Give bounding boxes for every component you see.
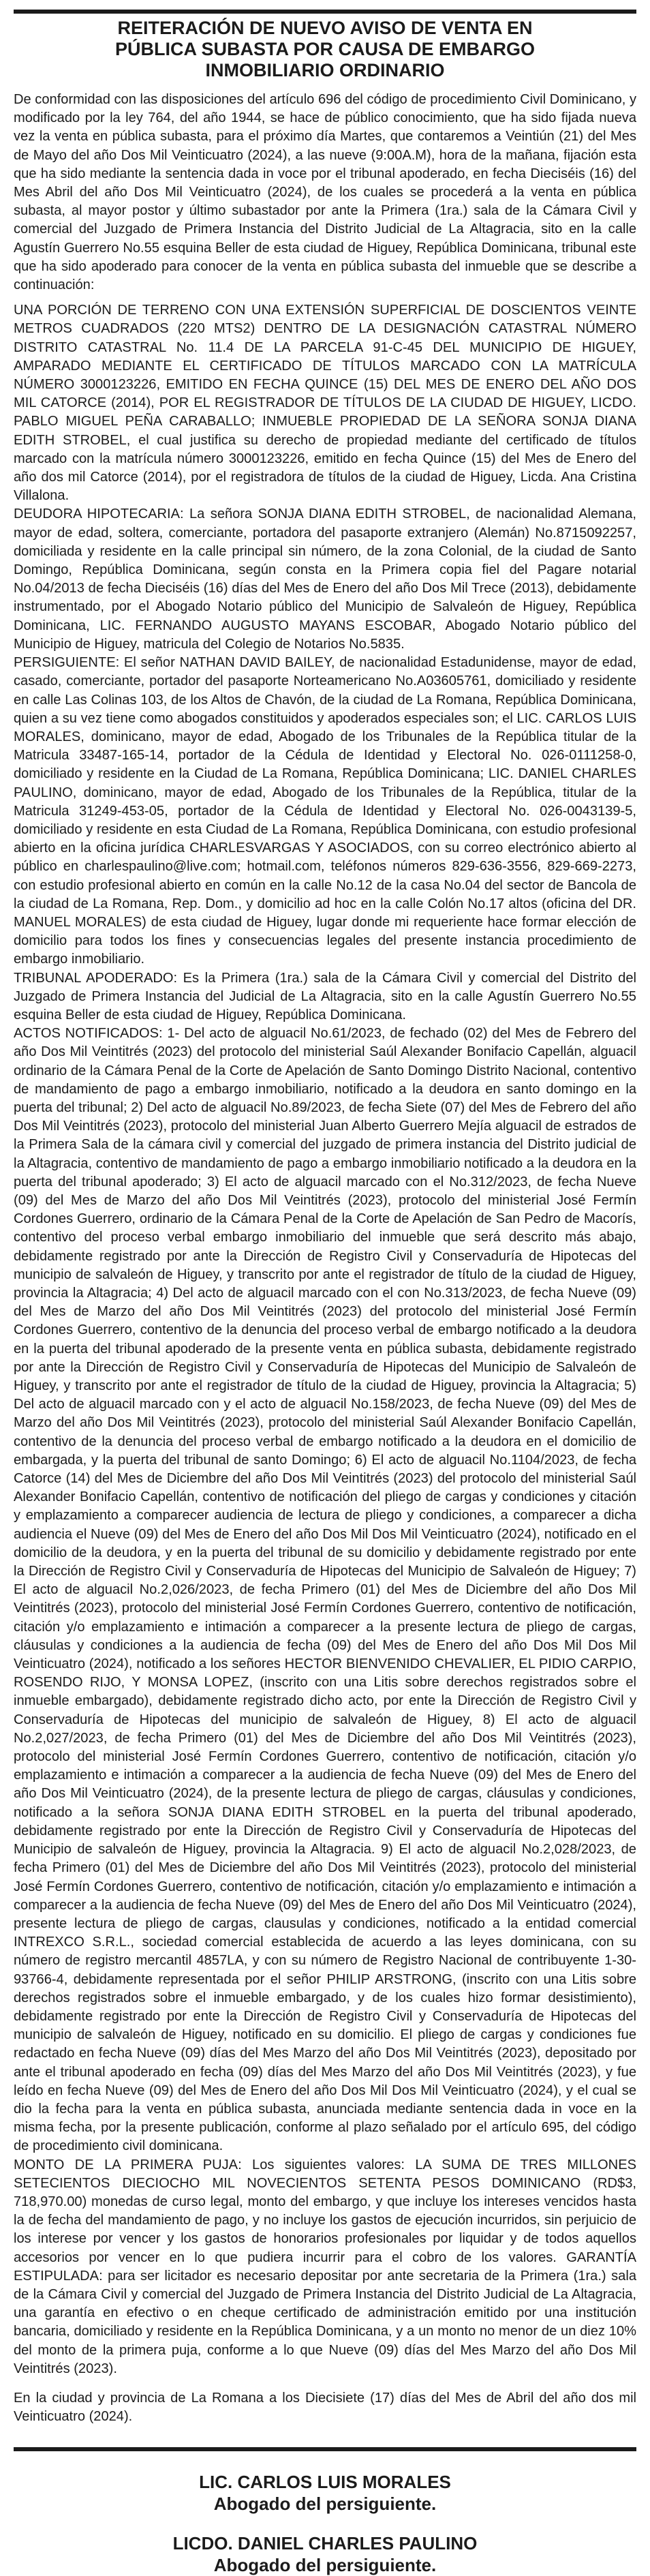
- signature-role: Abogado del persiguiente.: [213, 2555, 437, 2576]
- signature-daniel-charles-paulino: [14, 2532, 636, 2576]
- signature-name: LIC. CARLOS LUIS MORALES: [199, 2472, 451, 2493]
- signature-block: [14, 2471, 636, 2576]
- pursuer-paragraph: PERSIGUIENTE: El señor NATHAN DAVID BAILEY, de nacionalidad Estadunidense, mayor de edad, casado, comerciante, portador del pasaporte Norteamericano No.A03605761, domiciliado y residente en calle Las Colinas 103, de los Altos de Chavón, de la ciudad de La Romana, República Dominicana, quien a su vez tiene como abogados constituidos y apoderados especiales son; el LIC. CARLOS LUIS MORALES, dominicano, mayor de edad, Abogado de los Tribunales de la República titular de la Matricula 33487-165-14, portador de la Cédula de Identidad y Electoral No. 026-0111258-0, domiciliado y residente en la Ciudad de La Romana, República Dominicana; LIC. DANIEL CHARLES PAULINO, dominicano, mayor de edad, Abogado de los Tribunales de la República, titular de la Matricula 31249-453-05, portador de la Cédula de Identidad y Electoral No. 026-0043139-5, domiciliado y residente en esta Ciudad de La Romana, República Dominicana, con estudio profesional abierto en la oficina jurídica CHARLESVARGAS Y ASOCIADOS, con su correo electrónico abierto al público en charlespaulino@live.com; hotmail.com, teléfonos números 829-636-3556, 829-669-2273, con estudio profesional abierto en común en la calle No.12 de la casa No.04 del sector de Bancola de la ciudad de La Romana, Rep. Dom., y domicilio ad hoc en la calle Colón No.17 altos (oficina del DR. MANUEL MORALES) de esta ciudad de Higuey, lugar donde mi requeriente hace formar elección de domicilio para todos los fines y consecuencias legales del presente instancia procedimiento de embargo inmobiliario.: [14, 655, 636, 967]
- title-line: REITERACIÓN DE NUEVO AVISO DE VENTA EN: [117, 18, 533, 38]
- title-line: INMOBILIARIO ORDINARIO: [205, 60, 445, 80]
- title-line: PÚBLICA SUBASTA POR CAUSA DE EMBARGO: [114, 39, 536, 59]
- bottom-divider: [14, 2447, 636, 2451]
- debtor-paragraph: DEUDORA HIPOTECARIA: La señora SONJA DIANA EDITH STROBEL, de nacionalidad Alemana, mayor de edad, soltera, comerciante, portadora del pasaporte extranjero (Alemán) No.8715092257, domiciliada y residente en la calle principal sin número, de la zona Colonial, de la ciudad de Santo Domingo, República Dominicana, según consta en la Primera copia fiel del Pagare notarial No.04/2013 de fecha Dieciséis (16) días del Mes de Enero del año Dos Mil Trece (2013), debidamente instrumentado, por el Abogado Notario público del Municipio de Salvaleón de Higuey, República Dominicana, LIC. FERNANDO AUGUSTO MAYANS ESCOBAR, Abogado Notario público del Municipio de Higuey, matricula del Colegio de Notarios No.5835.: [14, 506, 636, 652]
- top-divider: [14, 10, 636, 14]
- first-bid-paragraph: MONTO DE LA PRIMERA PUJA: Los siguientes valores: LA SUMA DE TRES MILLONES SETECIENTOS DIECIOCHO MIL NOVECIENTOS SETENTA PESOS DOMINICANO (RD$3, 718,970.00) monedas de curso legal, monto del embargo, y que incluye los intereses vencidos hasta la de fecha del mandamiento de pago, y no incluye los gastos de ejecución incurridos, sin perjuicio de los interese por vencer y los gastos de honorarios profesionales por liquidar y de todos aquellos accesorios por vencer en lo que pudiera incurrir para el cobro de los valores. GARANTÍA ESTIPULADA: para ser licitador es necesario depositar por ante secretaria de la Primera (1ra.) sala de la Cámara Civil y comercial del Juzgado de Primera Instancia del Distrito Judicial de La Altagracia, una garantía en efectivo o en cheque certificado de administración emitido por una institución bancaria, domiciliado y residente en la República Dominicana, y a un monto no menor de un diez 10% del monto de la primera puja, conforme a lo que Nueve (09) días del Mes Marzo del año Dos Mil Veintitrés (2023).: [14, 2157, 636, 2376]
- closing-paragraph: En la ciudad y provincia de La Romana a los Diecisiete (17) días del Mes de Abril del año dos mil Veinticuatro (2024).: [14, 2390, 636, 2425]
- signature-name: LICDO. DANIEL CHARLES PAULINO: [172, 2533, 478, 2554]
- signature-carlos-luis-morales: [14, 2471, 636, 2515]
- court-paragraph: TRIBUNAL APODERADO: Es la Primera (1ra.) sala de la Cámara Civil y comercial del Distrito del Juzgado de Primera Instancia del Judicial de La Altagracia, sito en la calle Agustín Guerrero No.55 esquina Beller de esta ciudad de Higuey, República Dominicana.: [14, 970, 636, 1022]
- notice-body: [14, 91, 636, 2426]
- intro-paragraph: De conformidad con las disposiciones del artículo 696 del código de procedimiento Civil Dominicano, y modificado por la ley 764, del año 1944, se hace de público conocimiento, que ha sido fijada nueva vez la venta en pública subasta, para el próximo día Martes, que contaremos a Veintiún (21) del Mes de Mayo del año Dos Mil Veinticuatro (2024), a las nueve (9:00A.M), hora de la mañana, fijación esta que ha sido mediante la sentencia dada in voce por el tribunal apoderado, en fecha Dieciséis (16) del Mes Abril del año Dos Mil Veinticuatro (2024), de los cuales se procederá a la venta en pública subasta, al mayor postor y último subastador por ante la Primera (1ra.) sala de la Cámara Civil y comercial del Juzgado de Primera Instancia del Distrito Judicial de La Altagracia, sito en la calle Agustín Guerrero No.55 esquina Beller de esta ciudad de Higuey, República Dominicana, tribunal este que ha sido apoderado para conocer de la venta en pública subasta del inmueble que se describe a continuación:: [14, 92, 636, 293]
- property-description-paragraph: UNA PORCIÓN DE TERRENO CON UNA EXTENSIÓN SUPERFICIAL DE DOSCIENTOS VEINTE METROS CUADRADOS (220 MTS2) DENTRO DE LA DESIGNACIÓN CATASTRAL NÚMERO DISTRITO CATASTRAL No. 11.4 DE LA PARCELA 91-C-45 DEL MUNICIPIO DE HIGUEY, AMPARADO MEDIANTE EL CERTIFICADO DE TÍTULOS MARCADO CON LA MATRÍCULA NÚMERO 3000123226, EMITIDO EN FECHA QUINCE (15) DEL MES DE ENERO DEL AÑO DOS MIL CATORCE (2014), POR EL REGISTRADOR DE TÍTULOS DE LA CIUDAD DE HIGUEY, LICDO. PABLO MIGUEL PEÑA CARABALLO; INMUEBLE PROPIEDAD DE LA SEÑORA SONJA DIANA EDITH STROBEL, el cual justifica su derecho de propiedad mediante del certificado de títulos marcado con la matrícula número 3000123226, emitido en fecha Quince (15) del Mes de Enero del año dos mil Catorce (2014), por el registradora de títulos de la ciudad de Higuey, Licda. Ana Cristina Villalona.: [14, 303, 636, 504]
- signature-role: Abogado del persiguiente.: [213, 2494, 437, 2515]
- notified-acts-paragraph: ACTOS NOTIFICADOS: 1- Del acto de alguacil No.61/2023, de fechado (02) del Mes de Febrero del año Dos Mil Veintitrés (2023) del protocolo del ministerial Saúl Alexander Bonifacio Capellán, alguacil ordinario de la Cámara Penal de la Corte de Apelación de Santo Domingo Distrito Nacional, contentivo de mandamiento de pago a embargo inmobiliario, notificado a la deudora en santo domingo en la puerta del tribunal; 2) Del acto de alguacil No.89/2023, de fecha Siete (07) del Mes de Febrero del año Dos Mil Veintitrés (2023), protocolo del ministerial Juan Alberto Guerrero Mejía alguacil de estrados de la Primera Sala de la cámara civil y comercial del juzgado de primera instancia del Distrito judicial de la Altagracia, contentivo de mandamiento de pago a embargo inmobiliario notificado a la deudora en la puerta del tribunal apoderado; 3) El acto de alguacil marcado con el No.312/2023, de fecha Nueve (09) del Mes de Marzo del año Dos Mil Veintitrés (2023), protocolo del ministerial José Fermín Cordones Guerrero, ordinario de la Cámara Penal de la Corte de Apelación de San Pedro de Macorís, contentivo del proceso verbal embargo inmobiliario del inmueble que será descrito más abajo, debidamente registrado por ante la Dirección de Registro Civil y Conservaduría de Hipotecas del municipio de salvaleón de Higuey, y transcrito por ante el registrador de título de la ciudad de Higuey, provincia la Altagracia; 4) Del acto de alguacil marcado con el con No.313/2023, de fecha Nueve (09) del Mes de Marzo del año Dos Mil Veintitrés (2023) del protocolo del ministerial José Fermín Cordones Guerrero, contentivo de la denuncia del proceso verbal de embargo notificado a la deudora en la puerta del tribunal apoderado de la presente venta en pública subasta, debidamente registrado por ante la Dirección de Registro Civil y Conservaduría de Hipotecas del Municipio de Salvaleón de Higuey, y transcrito por ante el registrador de título de la ciudad de Higuey, provincia la Altagracia; 5) Del acto de alguacil marcado con y el acto de alguacil No.158/2023, de fecha Nueve (09) del Mes de Marzo del año Dos Mil Veintitrés (2023), protocolo del ministerial Saúl Alexander Bonifacio Capellán, contentivo de la denuncia del proceso verbal de embargo notificado a la deudora en el domicilio de embargada, y la puerta del tribunal de santo Domingo; 6) El acto de alguacil No.1104/2023, de fecha Catorce (14) del Mes de Diciembre del año Dos Mil Veintitrés (2023) del protocolo del ministerial Saúl Alexander Bonifacio Capellán, contentivo de notificación del pliego de cargas y condiciones y citación y emplazamiento a comparecer audiencia de lectura de pliego y condiciones, a comparecer a dicha audiencia el Nueve (09) del Mes de Enero del año Dos Mil Dos Mil Veinticuatro (2024), notificado en el domicilio de la deudora, y en la puerta del tribunal de su domicilio y debidamente registrado por ente la Dirección de Registro Civil y Conservaduría de Hipotecas del Municipio de Salvaleón de Higuey; 7) El acto de alguacil No.2,026/2023, de fecha Primero (01) del Mes de Diciembre del año Dos Mil Veintitrés (2023), protocolo del ministerial José Fermín Cordones Guerrero, contentivo de notificación, citación y/o emplazamiento e intimación a comparecer a la presente lectura de pliego de cargas, cláusulas y condiciones a la audiencia de fecha (09) del Mes de Enero del año Dos Mil Dos Mil Veinticuatro (2024), notificado a los señores HECTOR BIENVENIDO CHEVALIER, EL PIDIO CARPIO, ROSENDO RIJO, Y MONSA LOPEZ, (inscrito con una Litis sobre derechos registrados sobre el inmueble embargado), debidamente registrado dicho acto, por ente la Dirección de Registro Civil y Conservaduría de Hipotecas del municipio de salvaleón de Higuey, 8) El acto de alguacil No.2,027/2023, de fecha Primero (01) del Mes de Diciembre del año Dos Mil Veintitrés (2023), protocolo del ministerial José Fermín Cordones Guerrero, contentivo de notificación, citación y/o emplazamiento e intimación a comparecer a la audiencia de fecha Nueve (09) del Mes de Enero del año Dos Mil Veinticuatro (2024), de la presente lectura de pliego de cargas, cláusulas y condiciones, notificado a la señora SONJA DIANA EDITH STROBEL en la puerta del tribunal apoderado, debidamente registrado por ente la Dirección de Registro Civil y Conservaduría de Hipotecas del Municipio de salvaleón de Higuey, provincia la Altagracia. 9) El acto de alguacil No.2,028/2023, de fecha Primero (01) del Mes de Diciembre del año Dos Mil Veintitrés (2023), protocolo del ministerial José Fermín Cordones Guerrero, contentivo de notificación, citación y/o emplazamiento e intimación a comparecer a la audiencia de fecha Nueve (09) del Mes de Enero del año Dos Mil Veinticuatro (2024), presente lectura de pliego de cargas, clausulas y condiciones, notificado a la entidad comercial INTREXCO S.R.L., sociedad comercial establecida de acuerdo a las leyes dominicana, con su número de registro mercantil 4857LA, y con su número de Registro Nacional de contribuyente 1-30-93766-4, debidamente representada por el señor PHILIP ARSTRONG, (inscrito con una Litis sobre derechos registrados sobre el inmueble embargado, y de los cuales hizo formar desistimiento), debidamente registrado por ente la Dirección de Registro Civil y Conservaduría de Hipotecas del municipio de salvaleón de Higuey, notificado en su domicilio. El pliego de cargas y condiciones fue redactado en fecha Nueve (09) días del Mes Marzo del año Dos Mil Veintitrés (2023), depositado por ante el tribunal apoderado en fecha (09) días del Mes Marzo del año Dos Mil Veintitrés (2023), y fue leído en fecha Nueve (09) del Mes de Enero del año Dos Mil Dos Mil Veinticuatro (2024), y el cual se dio la fecha para la venta en pública subasta, anunciada mediante sentencia dada in voce en la misma fecha, por la presente publicación, conforme al plazo señalado por el artículo 695, del código de procedimiento civil dominicana.: [14, 1026, 636, 2154]
